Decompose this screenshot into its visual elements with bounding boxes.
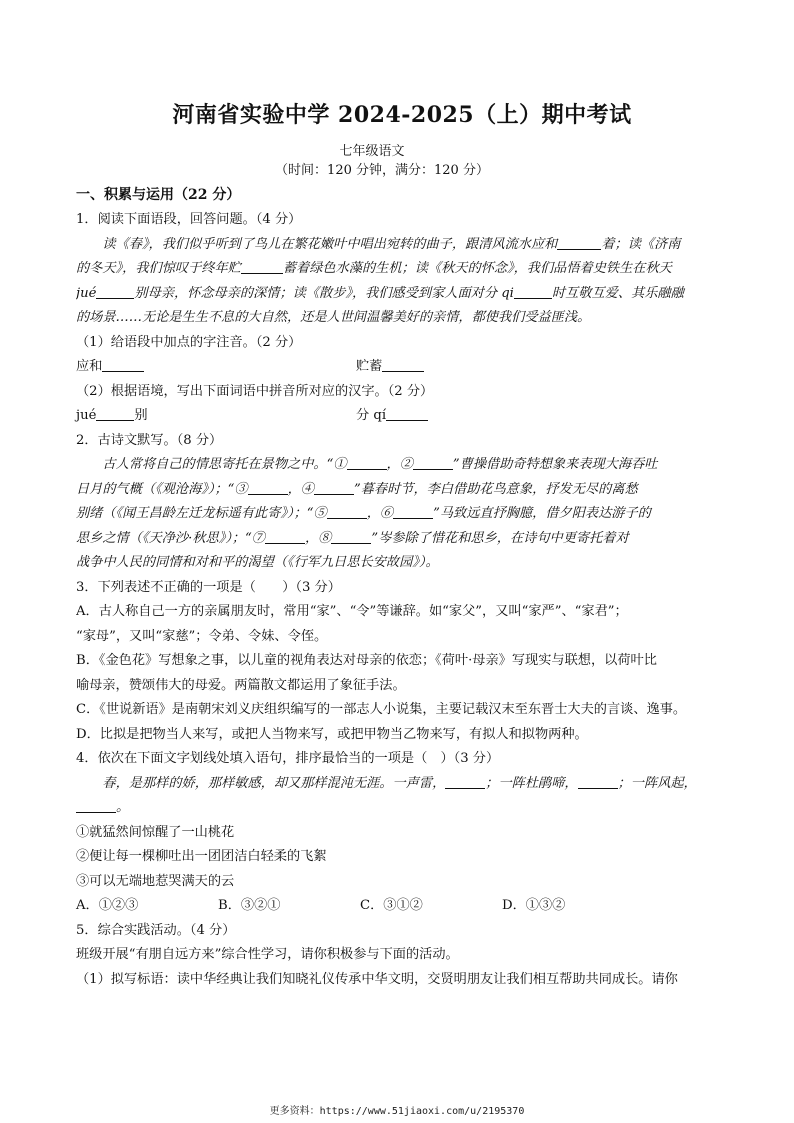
q3-option-c[interactable]: C．《世说新语》是南朝宋刘义庆组织编写的一部志人小说集，主要记载汉末至东晋士大夫的言谈、逸事。 — [76, 702, 687, 717]
q2-line: 思乡之情（《天净沙·秋思》）；“⑦ ，⑧ ”岑参除了惜花和思乡，在诗句中更寄托着对 — [76, 530, 629, 546]
q4-passage-line: 春，是那样的娇，那样敏感，却又那样混沌无涯。一声雷， ；一阵杜鹃啼， ；一阵风起， — [102, 775, 697, 791]
q4-item-3: ③可以无端地惹哭满天的云 — [76, 873, 235, 889]
answer-blank[interactable] — [327, 504, 367, 519]
exam-time-note: （时间：120 分钟，满分：120 分） — [275, 163, 489, 178]
q4-option-c[interactable]: C．③①② — [360, 898, 423, 913]
answer-blank[interactable] — [265, 529, 305, 544]
q3-option-a-cont: “家母”，又叫“家慈”；令弟、令妹、令侄。 — [76, 628, 328, 644]
answer-blank[interactable] — [347, 455, 387, 470]
q1-subquestion-1-answers: 应和 贮蓄 — [76, 355, 728, 380]
q4-item-1: ①就猛然间惊醒了一山桃花 — [76, 824, 235, 840]
exam-page — [76, 100, 728, 992]
q2-line: 战争中人民的同情和对和平的渴望（《行军九日思长安故园》）。 — [76, 555, 439, 570]
q1-passage-line: 的场景……无论是生生不息的大自然，还是人世间温馨美好的亲情，都使我们受益匪浅。 — [76, 310, 591, 325]
q4-options — [76, 894, 728, 919]
q4-item-2: ②便让每一棵柳吐出一团团洁白轻柔的飞絮 — [76, 849, 327, 864]
q3-option-b[interactable]: B．《金色花》写想象之事，以儿童的视角表达对母亲的依恋；《荷叶·母亲》写现实与联想，以荷叶比 — [76, 653, 657, 668]
q4-passage-line: 。 — [76, 796, 728, 821]
answer-blank[interactable] — [241, 259, 283, 274]
q1-passage-line: jué 别母亲，怀念母亲的深情；读《散步》，我们感受到家人面对分 qi 时互敬互爱、其乐融融 — [76, 285, 684, 301]
answer-blank[interactable] — [413, 455, 453, 470]
q3-heading: 3．下列表述不正确的一项是（ ）（3 分） — [76, 579, 341, 595]
q1-passage-line: 读《春》，我们似乎听到了鸟儿在繁花嫩叶中唱出宛转的曲子，跟清风流水应和 着；读《济南 — [102, 236, 681, 252]
answer-blank[interactable] — [96, 406, 134, 421]
section-heading-1: 一、积累与运用（22 分） — [76, 187, 241, 203]
q1-subquestion-2-answers: jué 别 分 qí — [76, 404, 728, 429]
q5-heading: 5．综合实践活动。（4 分） — [76, 922, 236, 938]
q1-subquestion-1: （1）给语段中加点的字注音。（2 分） — [76, 334, 302, 350]
exam-subject: 七年级语文 — [339, 144, 405, 159]
q2-line: 日月的气概（《观沧海》）；“③ ，④ ”暮春时节，李白借助花鸟意象，抒发无尽的离愁 — [76, 481, 638, 497]
q3-option-d[interactable]: D．比拟是把物当人来写，或把人当物来写，或把甲物当乙物来写，有拟人和拟物两种。 — [76, 726, 588, 742]
q5-line: （1）拟写标语：读中华经典让我们知晓礼仪传承中华文明，交贤明朋友让我们相互帮助共同成长。请你 — [76, 971, 678, 987]
answer-blank[interactable] — [248, 480, 288, 495]
exam-title: 河南省实验中学 2024-2025（上）期中考试 — [172, 102, 632, 128]
answer-blank[interactable] — [557, 235, 601, 250]
q3-option-b-cont: 喻母亲，赞颂伟大的母爱。两篇散文都运用了象征手法。 — [76, 677, 406, 693]
answer-blank[interactable] — [314, 480, 354, 495]
footer-source: 更多资料：https://www.51jiaoxi.com/u/2195370 — [269, 1106, 525, 1117]
q5-line: 班级开展“有朋自远方来”综合性学习，请你积极参与下面的活动。 — [76, 947, 459, 962]
answer-blank[interactable] — [578, 774, 618, 789]
q2-line: 别绪（《闻王昌龄左迁龙标遥有此寄》）；“⑤ ，⑥ ”马致远直抒胸臆，借夕阳表达游子的 — [76, 506, 651, 521]
answer-blank[interactable] — [331, 529, 371, 544]
q1-passage-line: 的冬天》，我们惊叹于终年贮 蓄着绿色水藻的生机；读《秋天的怀念》，我们品悟着史铁生在秋天 — [76, 261, 672, 276]
q4-option-b[interactable]: B．③②① — [218, 898, 281, 913]
answer-blank[interactable] — [382, 357, 424, 372]
q1-subquestion-2: （2）根据语境，写出下面词语中拼音所对应的汉字。（2 分） — [76, 383, 434, 399]
answer-blank[interactable] — [96, 284, 134, 299]
answer-blank[interactable] — [445, 774, 485, 789]
q4-heading: 4．依次在下面文字划线处填入语句，排序最恰当的一项是（ ）（3 分） — [76, 751, 500, 766]
answer-blank[interactable] — [386, 406, 428, 421]
q2-line: 古人常将自己的情思寄托在景物之中。“① ，② ”曹操借助奇特想象来表现大海吞吐 — [102, 457, 658, 472]
answer-blank[interactable] — [102, 357, 144, 372]
answer-blank[interactable] — [76, 798, 116, 813]
answer-blank[interactable] — [514, 284, 552, 299]
q4-option-d[interactable]: D．①③② — [502, 898, 566, 913]
q3-option-a[interactable]: A．古人称自己一方的亲属朋友时，常用“家”、“令”等谦辞。如“家父”，又叫“家严”、“家君”； — [76, 604, 628, 619]
q1-heading: 1．阅读下面语段，回答问题。（4 分） — [76, 212, 302, 227]
q2-heading: 2．古诗文默写。（8 分） — [76, 432, 223, 448]
answer-blank[interactable] — [393, 504, 433, 519]
q4-option-a[interactable]: A．①②③ — [76, 898, 139, 913]
